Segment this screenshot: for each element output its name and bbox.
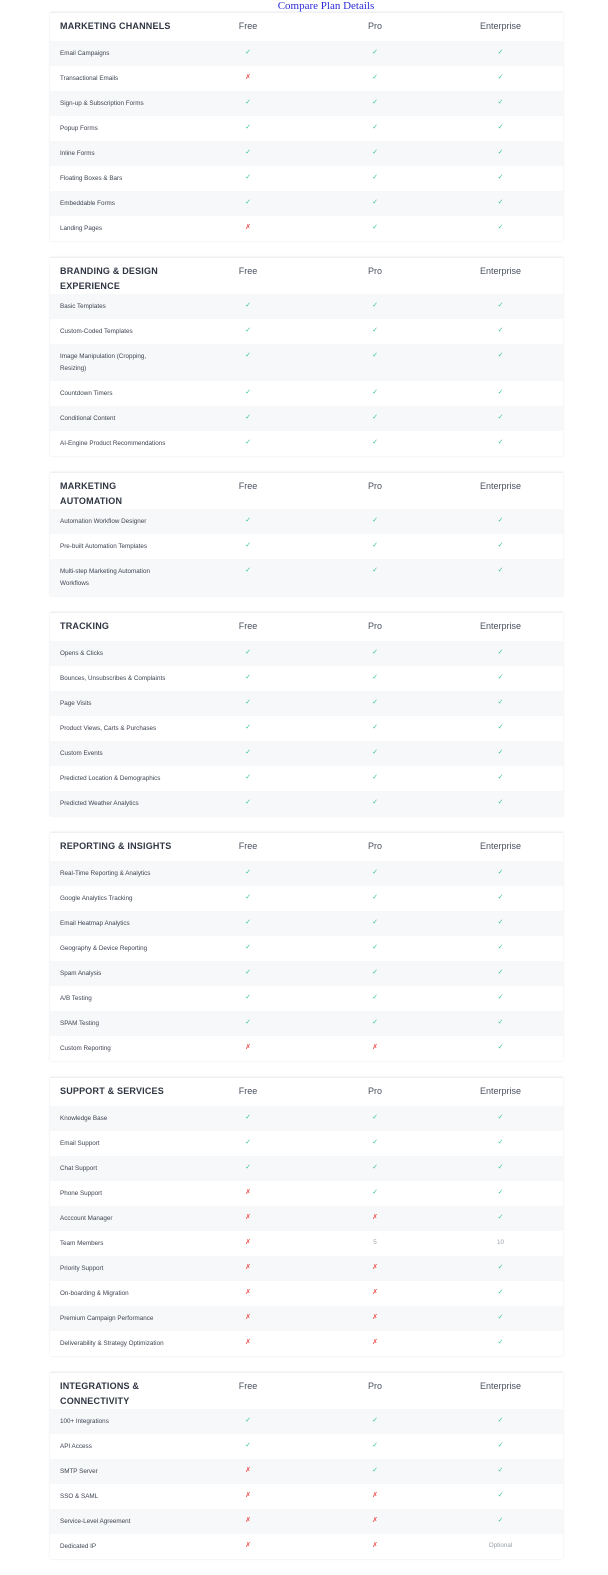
check-icon: ✓	[497, 567, 504, 574]
check-icon: ✓	[245, 439, 251, 446]
feature-label: Email Support	[60, 1140, 100, 1147]
feature-label: Bounces, Unsubscribes & Complaints	[60, 675, 166, 682]
feature-row	[50, 936, 563, 961]
check-icon: ✓	[372, 99, 378, 106]
check-icon: ✓	[497, 1189, 504, 1196]
check-icon: ✓	[372, 969, 378, 976]
check-icon: ✓	[497, 649, 504, 656]
feature-row	[50, 641, 563, 666]
check-icon: ✓	[245, 969, 251, 976]
feature-row	[50, 1509, 563, 1534]
check-icon: ✓	[372, 542, 378, 549]
check-icon: ✓	[245, 649, 251, 656]
plan-header-pro: Pro	[367, 621, 382, 631]
feature-label: Opens & Clicks	[60, 650, 104, 657]
section-rows	[50, 294, 563, 456]
feature-value: 5	[373, 1239, 377, 1246]
feature-label: AI-Engine Product Recommendations	[60, 440, 166, 447]
feature-row	[50, 166, 563, 191]
plan-header-enterprise: Enterprise	[479, 621, 522, 631]
section-title: MARKETING CHANNELS	[60, 21, 171, 31]
feature-row	[50, 1459, 563, 1484]
check-icon: ✓	[497, 389, 504, 396]
check-icon: ✓	[245, 124, 251, 131]
plan-header-pro: Pro	[367, 481, 382, 491]
feature-label: Email Heatmap Analytics	[60, 920, 130, 927]
feature-label: Multi-step Marketing Automation Workflows	[60, 568, 150, 587]
check-icon: ✓	[245, 149, 251, 156]
feature-label: API Access	[60, 1443, 92, 1450]
check-icon: ✓	[497, 149, 504, 156]
feature-row	[50, 509, 563, 534]
check-icon: ✓	[372, 517, 378, 524]
feature-row	[50, 691, 563, 716]
check-icon: ✓	[372, 749, 378, 756]
check-icon: ✓	[497, 994, 504, 1001]
check-icon: ✓	[372, 1164, 378, 1171]
cross-icon: ✗	[245, 1517, 251, 1524]
section-header	[50, 1078, 563, 1106]
feature-row	[50, 1011, 563, 1036]
plan-header-free: Free	[238, 1086, 258, 1096]
page-title: Compare Plan Details	[277, 0, 375, 12]
check-icon: ✓	[372, 74, 378, 81]
check-icon: ✓	[372, 674, 378, 681]
feature-label: Google Analytics Tracking	[60, 895, 133, 902]
check-icon: ✓	[372, 799, 378, 806]
feature-row	[50, 1131, 563, 1156]
check-icon: ✓	[372, 699, 378, 706]
check-icon: ✓	[497, 1139, 504, 1146]
check-icon: ✓	[497, 439, 504, 446]
check-icon: ✓	[497, 1442, 504, 1449]
feature-row	[50, 1331, 563, 1356]
feature-row	[50, 1434, 563, 1459]
plan-header-enterprise: Enterprise	[479, 481, 522, 491]
feature-row	[50, 406, 563, 431]
section-title: SUPPORT & SERVICES	[60, 1086, 164, 1096]
feature-row	[50, 666, 563, 691]
cross-icon: ✗	[245, 1044, 251, 1051]
feature-row	[50, 1206, 563, 1231]
check-icon: ✓	[497, 327, 504, 334]
section-header	[50, 13, 563, 41]
check-icon: ✓	[245, 1114, 251, 1121]
section-rows	[50, 861, 563, 1061]
cross-icon: ✗	[372, 1339, 378, 1346]
cross-icon: ✗	[245, 1339, 251, 1346]
plan-header-free: Free	[238, 266, 258, 276]
section-title: MARKETING AUTOMATION	[60, 481, 123, 506]
check-icon: ✓	[245, 799, 251, 806]
check-icon: ✓	[245, 894, 251, 901]
check-icon: ✓	[372, 649, 378, 656]
feature-row	[50, 741, 563, 766]
feature-label: Custom-Coded Templates	[60, 328, 133, 335]
check-icon: ✓	[372, 1189, 378, 1196]
feature-label: A/B Testing	[60, 995, 92, 1002]
check-icon: ✓	[497, 74, 504, 81]
feature-label: Phone Support	[60, 1190, 103, 1197]
plan-section	[50, 1077, 563, 1356]
cross-icon: ✗	[245, 1542, 251, 1549]
check-icon: ✓	[497, 49, 504, 56]
feature-label: Landing Pages	[60, 225, 103, 232]
plan-header-free: Free	[238, 21, 258, 31]
feature-row	[50, 91, 563, 116]
feature-label: Inline Forms	[60, 150, 95, 157]
check-icon: ✓	[245, 1139, 251, 1146]
check-icon: ✓	[497, 224, 504, 231]
check-icon: ✓	[497, 969, 504, 976]
check-icon: ✓	[245, 517, 251, 524]
feature-label: On-boarding & Migration	[60, 1290, 129, 1297]
feature-label: Pre-built Automation Templates	[60, 543, 148, 550]
feature-label: Deliverability & Strategy Optimization	[60, 1340, 164, 1347]
check-icon: ✓	[497, 1164, 504, 1171]
check-icon: ✓	[497, 1339, 504, 1346]
feature-row	[50, 961, 563, 986]
check-icon: ✓	[245, 302, 251, 309]
check-icon: ✓	[497, 174, 504, 181]
plan-header-free: Free	[238, 1381, 258, 1391]
check-icon: ✓	[497, 1044, 504, 1051]
feature-row	[50, 1106, 563, 1131]
feature-label: Predicted Weather Analytics	[60, 800, 139, 807]
check-icon: ✓	[372, 199, 378, 206]
feature-label: SMTP Server	[60, 1468, 98, 1475]
feature-label: SPAM Testing	[60, 1020, 99, 1027]
feature-label: 100+ Integrations	[60, 1418, 109, 1425]
check-icon: ✓	[497, 1314, 504, 1321]
feature-label: Service-Level Agreement	[60, 1518, 131, 1525]
plan-section	[50, 472, 563, 596]
section-title: BRANDING & DESIGN EXPERIENCE	[60, 266, 158, 291]
feature-label: Custom Reporting	[60, 1045, 111, 1052]
check-icon: ✓	[497, 1019, 504, 1026]
check-icon: ✓	[497, 124, 504, 131]
cross-icon: ✗	[245, 1467, 251, 1474]
check-icon: ✓	[372, 327, 378, 334]
check-icon: ✓	[245, 944, 251, 951]
cross-icon: ✗	[245, 1289, 251, 1296]
check-icon: ✓	[497, 1114, 504, 1121]
check-icon: ✓	[372, 439, 378, 446]
check-icon: ✓	[497, 302, 504, 309]
cross-icon: ✗	[372, 1517, 378, 1524]
check-icon: ✓	[497, 944, 504, 951]
feature-label: Email Campaigns	[60, 50, 110, 57]
cross-icon: ✗	[372, 1289, 378, 1296]
plan-header-enterprise: Enterprise	[479, 1381, 522, 1391]
cross-icon: ✗	[372, 1314, 378, 1321]
cross-icon: ✗	[245, 1214, 251, 1221]
section-header	[50, 613, 563, 641]
feature-row	[50, 1256, 563, 1281]
check-icon: ✓	[245, 389, 251, 396]
check-icon: ✓	[372, 414, 378, 421]
feature-label: Conditional Content	[60, 415, 116, 422]
cross-icon: ✗	[372, 1492, 378, 1499]
section-title: INTEGRATIONS & CONNECTIVITY	[60, 1381, 140, 1406]
feature-label: Custom Events	[60, 750, 103, 757]
section-header	[50, 258, 563, 294]
plan-section	[50, 832, 563, 1061]
check-icon: ✓	[372, 1139, 378, 1146]
feature-label: Image Manipulation (Cropping, Resizing)	[60, 353, 147, 372]
cross-icon: ✗	[245, 1189, 251, 1196]
check-icon: ✓	[497, 517, 504, 524]
section-rows	[50, 641, 563, 816]
check-icon: ✓	[372, 1467, 378, 1474]
plan-header-enterprise: Enterprise	[479, 266, 522, 276]
plan-header-enterprise: Enterprise	[479, 21, 522, 31]
check-icon: ✓	[497, 724, 504, 731]
check-icon: ✓	[245, 567, 251, 574]
check-icon: ✓	[497, 749, 504, 756]
feature-row	[50, 986, 563, 1011]
feature-row	[50, 911, 563, 936]
check-icon: ✓	[245, 994, 251, 1001]
check-icon: ✓	[245, 99, 251, 106]
check-icon: ✓	[497, 799, 504, 806]
check-icon: ✓	[245, 1164, 251, 1171]
feature-row	[50, 319, 563, 344]
cross-icon: ✗	[245, 74, 251, 81]
feature-row	[50, 559, 563, 596]
check-icon: ✓	[245, 919, 251, 926]
cross-icon: ✗	[372, 1542, 378, 1549]
check-icon: ✓	[245, 1442, 251, 1449]
cross-icon: ✗	[245, 1492, 251, 1499]
section-header	[50, 473, 563, 509]
check-icon: ✓	[497, 99, 504, 106]
check-icon: ✓	[245, 869, 251, 876]
feature-row	[50, 766, 563, 791]
section-rows	[50, 41, 563, 241]
feature-row	[50, 141, 563, 166]
check-icon: ✓	[497, 352, 504, 359]
cross-icon: ✗	[245, 1314, 251, 1321]
check-icon: ✓	[245, 414, 251, 421]
check-icon: ✓	[245, 327, 251, 334]
check-icon: ✓	[245, 699, 251, 706]
plan-header-pro: Pro	[367, 1381, 382, 1391]
check-icon: ✓	[497, 1214, 504, 1221]
check-icon: ✓	[497, 919, 504, 926]
check-icon: ✓	[497, 1264, 504, 1271]
feature-label: Page Visits	[60, 700, 92, 707]
check-icon: ✓	[372, 149, 378, 156]
feature-label: Real-Time Reporting & Analytics	[60, 870, 151, 877]
plan-section	[50, 1372, 563, 1559]
check-icon: ✓	[245, 1417, 251, 1424]
feature-label: Embeddable Forms	[60, 200, 115, 207]
plan-header-pro: Pro	[367, 841, 382, 851]
feature-row	[50, 66, 563, 91]
section-rows	[50, 509, 563, 596]
feature-label: Team Members	[60, 1240, 104, 1247]
feature-value: Optional	[488, 1542, 513, 1549]
feature-row	[50, 1409, 563, 1434]
feature-label: Acccount Manager	[60, 1215, 113, 1222]
cross-icon: ✗	[372, 1264, 378, 1271]
check-icon: ✓	[245, 199, 251, 206]
feature-label: Priority Support	[60, 1265, 104, 1272]
check-icon: ✓	[497, 414, 504, 421]
feature-label: Chat Support	[60, 1165, 98, 1172]
feature-label: Dedicated IP	[60, 1543, 97, 1550]
feature-row	[50, 1534, 563, 1559]
check-icon: ✓	[497, 542, 504, 549]
check-icon: ✓	[497, 1417, 504, 1424]
plan-header-enterprise: Enterprise	[479, 1086, 522, 1096]
check-icon: ✓	[245, 724, 251, 731]
plan-header-pro: Pro	[367, 1086, 382, 1096]
plan-header-pro: Pro	[367, 21, 382, 31]
plan-section	[50, 12, 563, 241]
check-icon: ✓	[372, 567, 378, 574]
check-icon: ✓	[497, 674, 504, 681]
feature-label: Geography & Device Reporting	[60, 945, 148, 952]
check-icon: ✓	[497, 1467, 504, 1474]
feature-label: Predicted Location & Demographics	[60, 775, 161, 782]
feature-row	[50, 534, 563, 559]
check-icon: ✓	[497, 774, 504, 781]
check-icon: ✓	[372, 352, 378, 359]
section-header	[50, 833, 563, 861]
feature-row	[50, 861, 563, 886]
check-icon: ✓	[497, 1517, 504, 1524]
check-icon: ✓	[497, 699, 504, 706]
check-icon: ✓	[245, 49, 251, 56]
plan-header-pro: Pro	[367, 266, 382, 276]
feature-label: Basic Templates	[60, 303, 106, 310]
feature-row	[50, 1181, 563, 1206]
feature-row	[50, 381, 563, 406]
feature-row	[50, 1156, 563, 1181]
feature-label: Product Views, Carts & Purchases	[60, 725, 157, 732]
cross-icon: ✗	[245, 224, 251, 231]
feature-row	[50, 1036, 563, 1061]
feature-row	[50, 191, 563, 216]
check-icon: ✓	[245, 674, 251, 681]
cross-icon: ✗	[245, 1239, 251, 1246]
check-icon: ✓	[245, 1019, 251, 1026]
section-rows	[50, 1106, 563, 1356]
feature-label: Floating Boxes & Bars	[60, 175, 123, 182]
section-rows	[50, 1409, 563, 1559]
check-icon: ✓	[372, 724, 378, 731]
check-icon: ✓	[245, 749, 251, 756]
check-icon: ✓	[372, 1442, 378, 1449]
check-icon: ✓	[372, 919, 378, 926]
check-icon: ✓	[372, 1019, 378, 1026]
check-icon: ✓	[372, 389, 378, 396]
cross-icon: ✗	[372, 1044, 378, 1051]
check-icon: ✓	[497, 199, 504, 206]
feature-value: 10	[496, 1239, 504, 1246]
check-icon: ✓	[245, 174, 251, 181]
feature-label: Knowledge Base	[60, 1115, 108, 1122]
feature-row	[50, 41, 563, 66]
plan-header-free: Free	[238, 621, 258, 631]
section-header	[50, 1373, 563, 1409]
feature-row	[50, 1231, 563, 1256]
feature-label: Sign-up & Subscription Forms	[60, 100, 144, 107]
comparison-table	[50, 12, 563, 1575]
feature-row	[50, 431, 563, 456]
check-icon: ✓	[497, 894, 504, 901]
check-icon: ✓	[372, 49, 378, 56]
check-icon: ✓	[497, 1289, 504, 1296]
check-icon: ✓	[372, 774, 378, 781]
check-icon: ✓	[372, 944, 378, 951]
check-icon: ✓	[497, 869, 504, 876]
plan-section	[50, 257, 563, 456]
feature-label: Premium Campaign Performance	[60, 1315, 154, 1322]
feature-label: Countdown Timers	[60, 390, 113, 397]
check-icon: ✓	[372, 302, 378, 309]
plan-header-free: Free	[238, 481, 258, 491]
plan-header-enterprise: Enterprise	[479, 841, 522, 851]
feature-row	[50, 1484, 563, 1509]
feature-row	[50, 791, 563, 816]
check-icon: ✓	[245, 542, 251, 549]
feature-label: Popup Forms	[60, 125, 98, 132]
check-icon: ✓	[245, 352, 251, 359]
feature-row	[50, 716, 563, 741]
check-icon: ✓	[372, 1114, 378, 1121]
feature-row	[50, 116, 563, 141]
feature-label: Transactional Emails	[60, 75, 119, 82]
feature-label: SSO & SAML	[60, 1493, 99, 1500]
check-icon: ✓	[372, 994, 378, 1001]
feature-row	[50, 886, 563, 911]
check-icon: ✓	[497, 1492, 504, 1499]
feature-label: Spam Analysis	[60, 970, 102, 977]
section-title: TRACKING	[60, 621, 110, 631]
check-icon: ✓	[372, 174, 378, 181]
check-icon: ✓	[372, 124, 378, 131]
feature-row	[50, 1306, 563, 1331]
check-icon: ✓	[372, 869, 378, 876]
feature-row	[50, 294, 563, 319]
feature-row	[50, 344, 563, 381]
cross-icon: ✗	[245, 1264, 251, 1271]
check-icon: ✓	[372, 224, 378, 231]
cross-icon: ✗	[372, 1214, 378, 1221]
check-icon: ✓	[372, 1417, 378, 1424]
plan-header-free: Free	[238, 841, 258, 851]
plan-section	[50, 612, 563, 816]
section-title: REPORTING & INSIGHTS	[60, 841, 172, 851]
check-icon: ✓	[245, 774, 251, 781]
feature-row	[50, 1281, 563, 1306]
feature-row	[50, 216, 563, 241]
check-icon: ✓	[372, 894, 378, 901]
feature-label: Automation Workflow Designer	[60, 518, 147, 525]
